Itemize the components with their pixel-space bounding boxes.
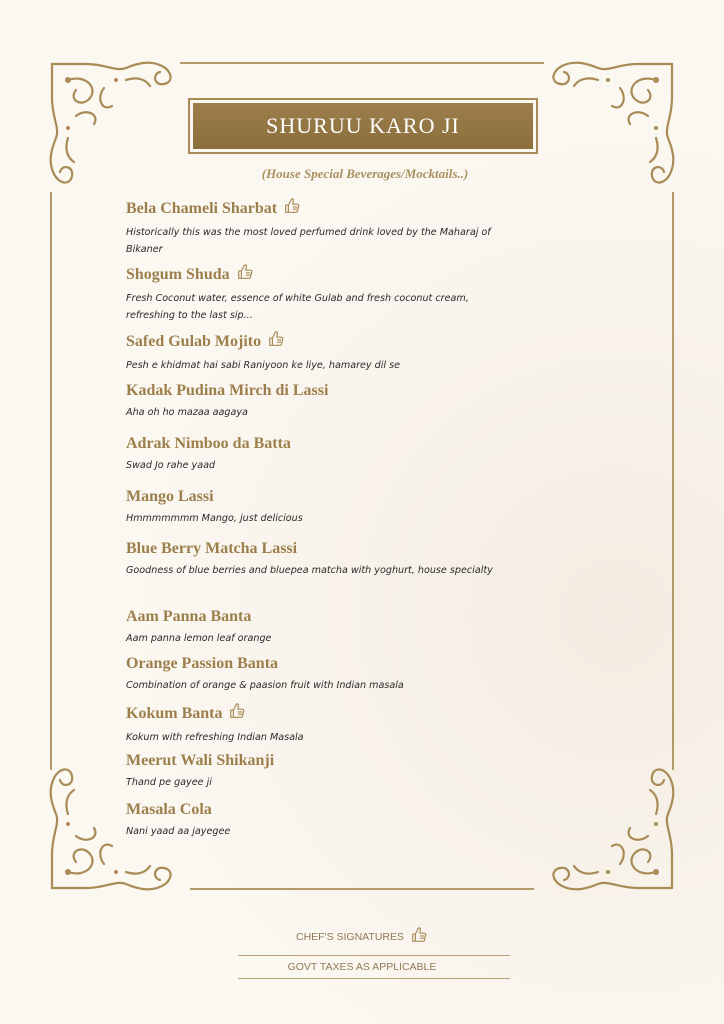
thumbs-up-icon	[267, 330, 285, 354]
menu-item	[126, 654, 546, 694]
ornament-corner-icon	[538, 764, 678, 894]
title-banner	[188, 98, 538, 154]
menu-item-description: Kokum with refreshing Indian Masala	[126, 732, 304, 743]
menu-item-description: Swad Jo rahe yaad	[126, 460, 216, 471]
menu-item-name: Adrak Nimboo da Batta	[126, 435, 291, 452]
menu-item-description: Pesh e khidmat hai sabi Raniyoon ke liye, hamarey dil se	[126, 360, 401, 371]
thumbs-up-icon	[228, 702, 246, 726]
menu-item-name: Bela Chameli Sharbat	[126, 200, 278, 217]
menu-item	[126, 330, 546, 374]
menu-item-description: Nani yaad aa jayegee	[126, 826, 231, 837]
menu-item	[126, 800, 546, 840]
chef-signatures-label: CHEF'S SIGNATURES	[296, 930, 404, 943]
footer-divider	[238, 955, 510, 956]
menu-item-name: Mango Lassi	[126, 488, 214, 505]
menu-item	[126, 607, 546, 647]
menu-item-name: Aam Panna Banta	[126, 608, 252, 625]
thumbs-up-icon	[283, 197, 301, 221]
menu-item	[126, 197, 546, 258]
thumbs-up-icon	[236, 263, 254, 287]
menu-item-name: Masala Cola	[126, 801, 212, 818]
menu-item-description: Hmmmmmmm Mango, just delicious	[126, 513, 303, 524]
menu-item-name: Meerut Wali Shikanji	[126, 752, 275, 769]
menu-item	[126, 487, 546, 527]
page-subtitle: (House Special Beverages/Mocktails..)	[261, 166, 469, 181]
menu-item-description: Goodness of blue berries and bluepea matcha with yoghurt, house specialty	[126, 565, 493, 576]
frame-top-line	[180, 62, 544, 64]
menu-item-name: Safed Gulab Mojito	[126, 333, 262, 350]
menu-item-name: Kokum Banta	[126, 705, 223, 722]
menu-item-description: Thand pe gayee ji	[126, 777, 212, 788]
menu-item-name: Blue Berry Matcha Lassi	[126, 540, 298, 557]
menu-item-name: Orange Passion Banta	[126, 655, 279, 672]
chef-signatures-legend	[0, 926, 724, 947]
menu-item	[126, 263, 546, 324]
menu-item-description: Historically this was the most loved perfumed drink loved by the Maharaj of Bikaner	[126, 227, 491, 255]
menu-item-name: Shogum Shuda	[126, 266, 230, 283]
footer-divider	[238, 978, 510, 979]
frame-bottom-line	[190, 888, 534, 890]
menu-item	[126, 539, 546, 579]
frame-right-line	[672, 192, 674, 770]
menu-item	[126, 434, 546, 474]
thumbs-up-icon	[410, 926, 428, 947]
menu-item	[126, 381, 546, 421]
menu-item-description: Aha oh ho mazaa aagaya	[126, 407, 248, 418]
menu-item-description: Fresh Coconut water, essence of white Gulab and fresh coconut cream, refreshing to the last sip...	[126, 293, 469, 321]
menu-item-description: Aam panna lemon leaf orange	[126, 633, 272, 644]
menu-item	[126, 751, 546, 791]
taxes-note: GOVT TAXES AS APPLICABLE	[287, 961, 437, 973]
menu-item-description: Combination of orange & paasion fruit with Indian masala	[126, 680, 404, 691]
menu-item-name: Kadak Pudina Mirch di Lassi	[126, 382, 329, 399]
menu-item	[126, 702, 546, 746]
page-title: SHURUU KARO JI	[193, 103, 533, 149]
frame-left-line	[50, 192, 52, 770]
